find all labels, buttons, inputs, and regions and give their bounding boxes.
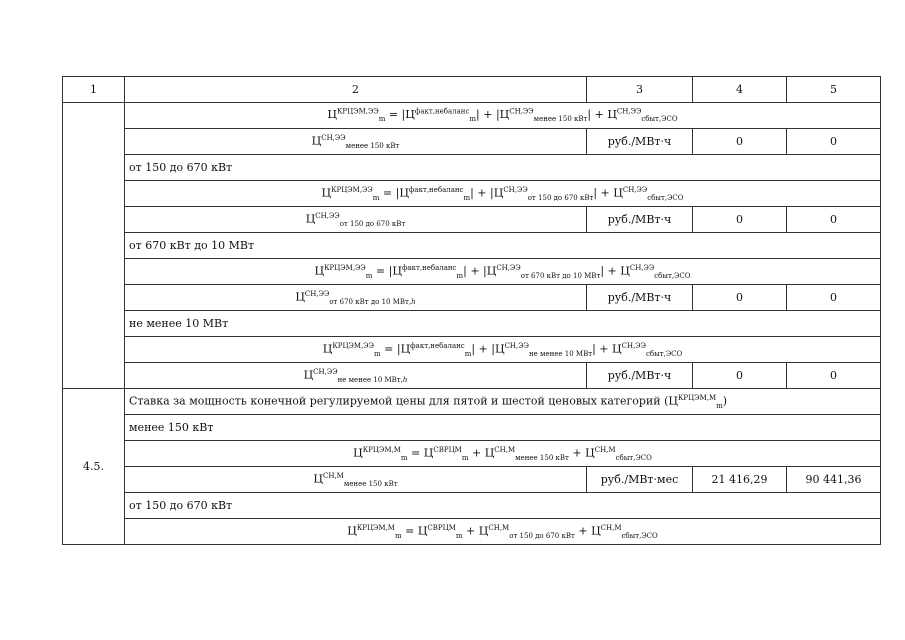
value-col5: 0 xyxy=(787,285,881,311)
table-row xyxy=(63,519,881,545)
formula-cell: $Ц^{КРЦЭМ,ЭЭ}_m = |Ц^{факт,небаланс}_m| + |Ц^{СН,ЭЭ}_{от 150 до 670 кВт}| + Ц^{СН,ЭЭ}_{сбыт,ЭСО}$ xyxy=(125,181,881,207)
formula-cell: $Ц^{КРЦЭМ,М}_m = Ц^{СВРЦМ}_m + Ц^{СН,М}_{от 150 до 670 кВт} + Ц^{СН,М}_{сбыт,ЭСО}$ xyxy=(125,519,881,545)
rate-name-cell: $Ц^{СН,ЭЭ}_{не менее 10 МВт,h}$ xyxy=(125,363,587,389)
rate-name-cell: $Ц^{СН,ЭЭ}_{от 670 кВт до 10 МВт,h}$ xyxy=(125,285,587,311)
table-row xyxy=(63,259,881,285)
section-title: Ставка за мощность конечной регулируемой цены для пятой и шестой ценовых категорий $(Ц^{КРЦЭМ,М}_m)$ xyxy=(125,389,881,415)
tariff-table xyxy=(62,76,881,545)
unit-cell: руб./МВт·ч xyxy=(587,363,693,389)
col-1-header: 1 xyxy=(63,77,125,103)
table-row xyxy=(63,129,881,155)
table-row xyxy=(63,493,881,519)
unit-cell: руб./МВт·мес xyxy=(587,467,693,493)
formula-cell: $Ц^{КРЦЭМ,ЭЭ}_m = |Ц^{факт,небаланс}_m| + |Ц^{СН,ЭЭ}_{не менее 10 МВт}| + Ц^{СН,ЭЭ}_{сбыт,ЭСО}$ xyxy=(125,337,881,363)
value-col5: 90 441,36 xyxy=(787,467,881,493)
table-row xyxy=(63,207,881,233)
col-4-header: 4 xyxy=(693,77,787,103)
value-col4: 0 xyxy=(693,285,787,311)
unit-cell: руб./МВт·ч xyxy=(587,207,693,233)
col-3-header: 3 xyxy=(587,77,693,103)
table-row xyxy=(63,441,881,467)
range-label: от 670 кВт до 10 МВт xyxy=(125,233,881,259)
value-col4: 21 416,29 xyxy=(693,467,787,493)
table-row xyxy=(63,415,881,441)
table-row xyxy=(63,363,881,389)
value-col5: 0 xyxy=(787,207,881,233)
rate-name-cell: $Ц^{СН,ЭЭ}_{менее 150 кВт}$ xyxy=(125,129,587,155)
value-col5: 0 xyxy=(787,363,881,389)
value-col4: 0 xyxy=(693,129,787,155)
range-label: не менее 10 МВт xyxy=(125,311,881,337)
header-row xyxy=(63,77,881,103)
range-label: от 150 до 670 кВт xyxy=(125,493,881,519)
formula-cell: $Ц^{КРЦЭМ,М}_m = Ц^{СВРЦМ}_m + Ц^{СН,М}_{менее 150 кВт} + Ц^{СН,М}_{сбыт,ЭСО}$ xyxy=(125,441,881,467)
table-row xyxy=(63,467,881,493)
table-row xyxy=(63,181,881,207)
formula-cell: $Ц^{КРЦЭМ,ЭЭ}_m = |Ц^{факт,небаланс}_m| + |Ц^{СН,ЭЭ}_{от 670 кВт до 10 МВт}| + Ц^{СН,ЭЭ}_{сбыт,ЭСО}$ xyxy=(125,259,881,285)
table-row xyxy=(63,311,881,337)
table-row xyxy=(63,103,881,129)
rate-name-cell: $Ц^{СН,М}_{менее 150 кВт}$ xyxy=(125,467,587,493)
range-label: от 150 до 670 кВт xyxy=(125,155,881,181)
table-row xyxy=(63,389,881,415)
table-row xyxy=(63,285,881,311)
unit-cell: руб./МВт·ч xyxy=(587,129,693,155)
unit-cell: руб./МВт·ч xyxy=(587,285,693,311)
formula-r1: $Ц^{КРЦЭМ,ЭЭ}_m = |Ц^{факт,небаланс}_m| + |Ц^{СН,ЭЭ}_{менее 150 кВт}| + Ц^{СН,ЭЭ}_{сбыт,ЭСО}$ xyxy=(327,107,678,124)
col-5-header: 5 xyxy=(787,77,881,103)
section-index: 4.5. xyxy=(63,389,125,545)
index-cell-empty xyxy=(63,103,125,389)
rate-name-cell: $Ц^{СН,ЭЭ}_{от 150 до 670 кВт}$ xyxy=(125,207,587,233)
value-col4: 0 xyxy=(693,363,787,389)
table-row xyxy=(63,155,881,181)
value-col4: 0 xyxy=(693,207,787,233)
value-col5: 0 xyxy=(787,129,881,155)
table-row xyxy=(63,233,881,259)
col-2-header: 2 xyxy=(125,77,587,103)
range-label: менее 150 кВт xyxy=(125,415,881,441)
table-row xyxy=(63,337,881,363)
formula-cell xyxy=(125,103,881,129)
